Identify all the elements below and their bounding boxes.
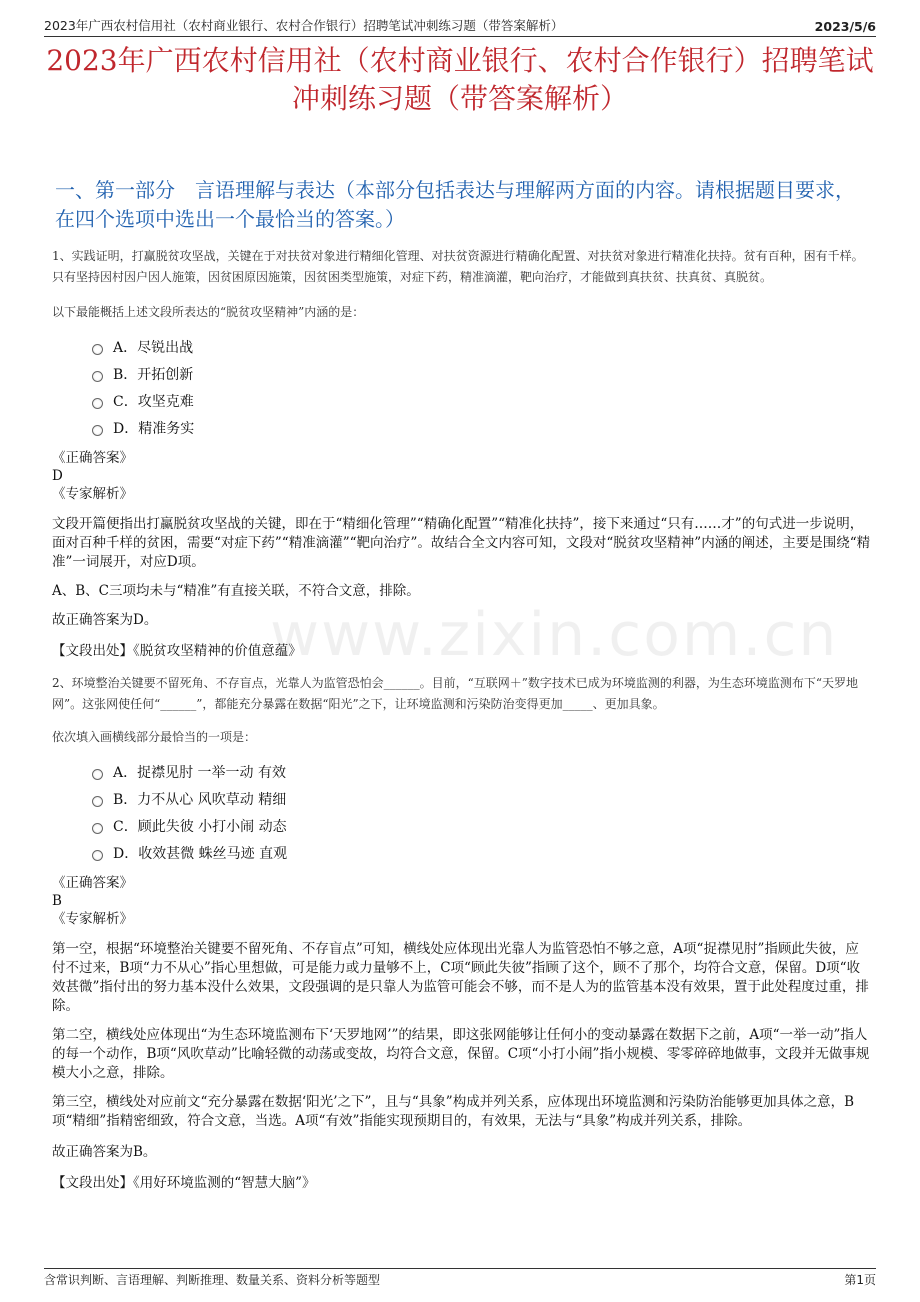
radio-icon[interactable] <box>92 796 103 807</box>
document-title: 2023年广西农村信用社（农村商业银行、农村合作银行）招聘笔试冲刺练习题（带答案解析） <box>46 44 874 115</box>
radio-icon[interactable] <box>92 769 103 780</box>
q2-analysis-1: 第一空，根据“环境整治关键要不留死角、不存盲点”可知，横线处应体现出光靠人为监管恐怕不够之意，A项“捉襟见肘”指顾此失彼，应付不过来，B项“力不从心”指心里想做，可是能力或力量够不上，C项“顾此失彼”指顾了这个，顾不了那个，均符合文意，保留。D项“收效甚微”指付出的努力基本没什么效果，文段强调的是只靠人为监管可能会不够，而不是人为的监管基本没有效果，置于此处程度过重，排除。 <box>52 941 869 1014</box>
radio-icon[interactable] <box>92 823 103 834</box>
page-header <box>44 10 876 37</box>
radio-icon[interactable] <box>92 850 103 861</box>
q2-analysis-4: 故正确答案为B。 <box>52 1144 157 1160</box>
q1-source: 【文段出处】《脱贫攻坚精神的价值意蕴》 <box>52 643 302 659</box>
q1-stem: 1、实践证明，打赢脱贫攻坚战，关键在于对扶贫对象进行精细化管理、对扶贫资源进行精确化配置、对扶贫对象进行精准化扶持。贫有百种，困有千样。只有坚持因村因户因人施策，因贫困原因施策，因贫困类型施策，对症下药，精准滴灌，靶向治疗，才能做到真扶贫、扶真贫、真脱贫。 <box>52 249 864 284</box>
watermark: www.zixin.com.cn <box>270 600 839 670</box>
q2-prompt: 依次填入画横线部分最恰当的一项是： <box>52 730 257 744</box>
q1-analysis-1: 文段开篇便指出打赢脱贫攻坚战的关键，即在于“精细化管理”“精确化配置”“精准化扶持”，接下来通过“只有……才”的句式进一步说明，面对百种千样的贫困，需要“对症下药”“精准滴灌”“靶向治疗”。故结合全文内容可知，文段对“脱贫攻坚精神”内涵的阐述，主要是围绕“精准”一词展开，对应D项。 <box>52 516 871 570</box>
q2-answer: B <box>52 893 62 909</box>
radio-icon[interactable] <box>92 371 103 382</box>
q1-answer: D <box>52 468 63 484</box>
q2-option-c[interactable]: C．顾此失彼 小打小闹 动态 <box>92 812 872 839</box>
q2-stem: 2、环境整治关键要不留死角、不存盲点，光靠人为监管恐怕会______。目前，“互联网＋”数字技术已成为环境监测的利器，为生态环境监测布下“天罗地网”。这张网使任何“______”，都能充分暴露在数据“阳光”之下，让环境监测和污染防治变得更加_____、更加具象。 <box>52 676 859 711</box>
header-date: 2023/5/6 <box>814 19 876 34</box>
radio-icon[interactable] <box>92 344 103 355</box>
q2-analysis-label: 《专家解析》 <box>52 911 133 927</box>
page-number: 第1页 <box>844 1273 876 1287</box>
page-footer <box>44 1268 876 1291</box>
q2-source: 【文段出处】《用好环境监测的“智慧大脑”》 <box>52 1175 316 1191</box>
footer-description: 含常识判断、言语理解、判断推理、数量关系、资料分析等题型 <box>44 1273 381 1287</box>
q1-option-b[interactable]: B．开拓创新 <box>92 360 872 387</box>
q2-option-d[interactable]: D．收效甚微 蛛丝马迹 直观 <box>92 839 872 866</box>
header-doc-title: 2023年广西农村信用社（农村商业银行、农村合作银行）招聘笔试冲刺练习题（带答案解析） <box>44 18 564 33</box>
q1-answer-label: 《正确答案》 <box>52 450 133 466</box>
q1-analysis-3: 故正确答案为D。 <box>52 612 158 628</box>
radio-icon[interactable] <box>92 425 103 436</box>
section-heading: 一、第一部分 言语理解与表达（本部分包括表达与理解两方面的内容。请根据题目要求，在四个选项中选出一个最恰当的答案。） <box>55 178 855 231</box>
q2-answer-label: 《正确答案》 <box>52 875 133 891</box>
q1-prompt: 以下最能概括上述文段所表达的“脱贫攻坚精神”内涵的是： <box>52 305 365 319</box>
q1-option-d[interactable]: D．精准务实 <box>92 414 872 441</box>
q2-analysis-3: 第三空，横线处对应前文“充分暴露在数据‘阳光’之下”，且与“具象”构成并列关系，应体现出环境监测和污染防治能够更加具体之意，B项“精细”指精密细致，符合文意，当选。A项“有效”指能实现预期目的，有效果，无法与“具象”构成并列关系，排除。 <box>52 1094 855 1129</box>
q2-option-b[interactable]: B．力不从心 风吹草动 精细 <box>92 785 872 812</box>
q1-option-c[interactable]: C．攻坚克难 <box>92 387 872 414</box>
q2-analysis-2: 第二空，横线处应体现出“为生态环境监测布下‘天罗地网’”的结果，即这张网能够让任何小的变动暴露在数据下之前，A项“一举一动”指人的每一个动作，B项“风吹草动”比喻轻微的动荡或变故，均符合文意，保留。C项“小打小闹”指小规模、零零碎碎地做事，文段并无做事规模大小之意，排除。 <box>52 1027 870 1081</box>
radio-icon[interactable] <box>92 398 103 409</box>
question-content <box>52 246 872 1193</box>
q1-analysis-label: 《专家解析》 <box>52 486 133 502</box>
q1-option-a[interactable]: A．尽锐出战 <box>92 333 872 360</box>
q1-analysis-2: A、B、C三项均未与“精准”有直接关联，不符合文意，排除。 <box>52 583 420 599</box>
q2-option-a[interactable]: A．捉襟见肘 一举一动 有效 <box>92 758 872 785</box>
